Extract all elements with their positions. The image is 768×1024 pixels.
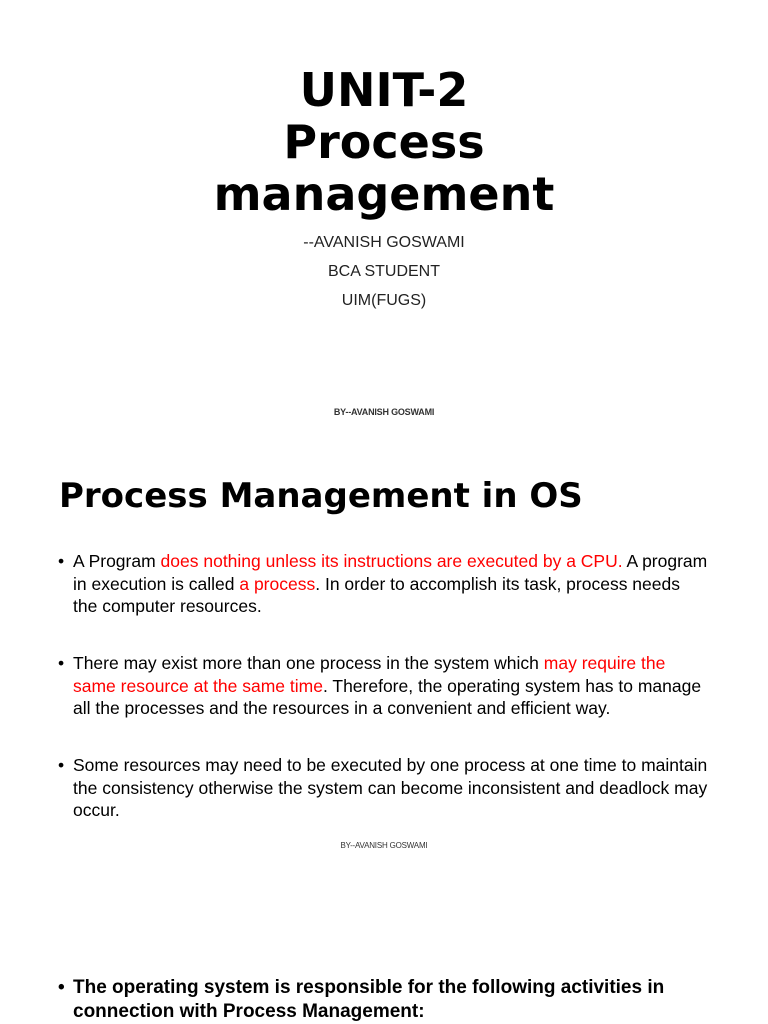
bullet-item	[58, 550, 708, 618]
title-slide	[0, 0, 768, 440]
bullet-icon: •	[58, 653, 65, 673]
content-slide	[0, 440, 768, 880]
title-line-2: Process	[283, 115, 485, 169]
author-institute: UIM(FUGS)	[341, 292, 427, 309]
author-name: --AVANISH GOSWAMI	[303, 234, 465, 251]
bullet-text: There may exist more than one process in the system which may require the same resource at the same time. Therefore, the operating system has to manage all the processes and the resources in a convenient and efficient way.	[73, 653, 702, 718]
bullet-text: A Program does nothing unless its instructions are executed by a CPU. A program in execution is called a process. In order to accomplish its task, process needs the computer resources.	[73, 551, 708, 616]
author-role: BCA STUDENT	[327, 263, 440, 280]
highlighted-text: a process	[239, 573, 316, 594]
bullet-item	[58, 754, 708, 822]
slide-footer: BY--AVANISH GOSWAMI	[333, 407, 435, 417]
highlighted-text: may require the same resource at the same time	[73, 653, 666, 696]
subtitle	[0, 228, 768, 315]
title-line-3: management	[213, 167, 555, 221]
bullet-item	[58, 652, 708, 720]
bullet-icon: •	[58, 755, 65, 775]
title-line-1: UNIT-2	[299, 63, 469, 117]
bullet-text: Some resources may need to be executed by one process at one time to maintain the consistency otherwise the system can become inconsistent and deadlock may occur.	[73, 755, 708, 820]
bullet-icon: •	[58, 977, 65, 998]
slide-heading: Process Management in OS	[59, 476, 583, 516]
bullet-item	[58, 976, 708, 1024]
bullet-icon: •	[58, 551, 65, 571]
slide-title	[0, 64, 768, 220]
bullet-text: The operating system is responsible for the following activities in connection with Process Management:	[73, 977, 665, 1022]
highlighted-text: does nothing unless its instructions are executed by a CPU.	[160, 551, 623, 571]
content-slide-partial	[0, 880, 768, 1024]
slide-footer: BY--AVANISH GOSWAMI	[340, 841, 428, 850]
